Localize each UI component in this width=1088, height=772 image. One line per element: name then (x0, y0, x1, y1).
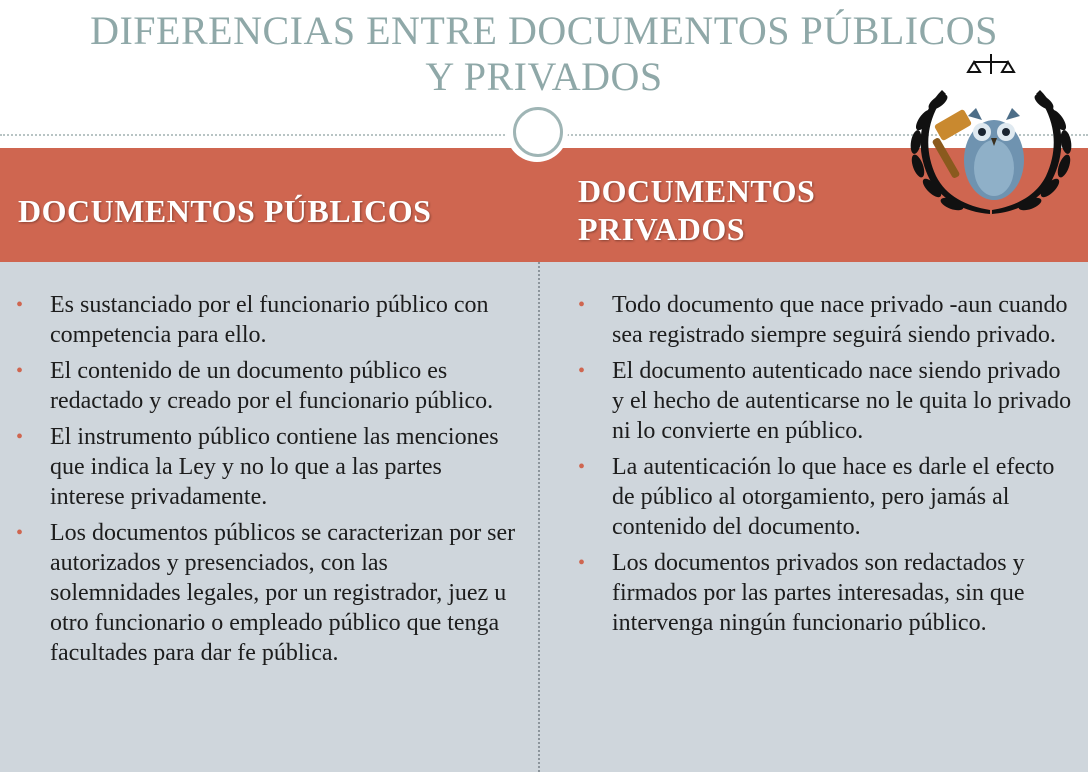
bullet-icon: • (578, 360, 586, 382)
list-item-text: El instrumento público contiene las menciones que indica la Ley y no lo que a las partes interese privadamente. (50, 424, 499, 510)
heading-documentos-publicos: DOCUMENTOS PÚBLICOS (18, 193, 432, 229)
column-divider (538, 262, 540, 772)
list-item (578, 548, 1078, 638)
list-item (578, 290, 1078, 350)
list-item-text: Es sustanciado por el funcionario público con competencia para ello. (50, 292, 489, 348)
list-item (16, 518, 516, 668)
list-item-text: Todo documento que nace privado -aun cuando sea registrado siempre seguirá siendo privado. (612, 292, 1068, 348)
list-item (16, 290, 516, 350)
bullet-icon: • (578, 552, 586, 574)
bullet-icon: • (578, 456, 586, 478)
bullet-icon: • (16, 426, 24, 448)
bullet-icon: • (16, 294, 24, 316)
list-item-text: Los documentos públicos se caracterizan por ser autorizados y presenciados, con las solemnidades legales, por un registrador, juez u otro funcionario o empleado público que tenga facultades para dar fe pública. (50, 520, 516, 666)
bullet-icon: • (578, 294, 586, 316)
list-documentos-publicos (16, 290, 516, 674)
heading-documentos-privados (578, 172, 908, 248)
scales-icon (968, 54, 1014, 74)
bullet-icon: • (16, 360, 24, 382)
list-item (578, 356, 1078, 446)
list-item-text: Los documentos privados son redactados y firmados por las partes interesadas, sin que intervenga ningún funcionario público. (612, 550, 1025, 636)
owl-gavel-scales-laurel-icon (902, 50, 1080, 222)
heading-privados-line2: PRIVADOS (578, 211, 745, 247)
list-item (16, 422, 516, 512)
list-item (16, 356, 516, 416)
page-title-line1: DIFERENCIAS ENTRE DOCUMENTOS PÚBLICOS (90, 8, 998, 53)
list-item-text: El contenido de un documento público es redactado y creado por el funcionario público. (50, 358, 494, 414)
list-documentos-privados (578, 290, 1078, 644)
list-item-text: El documento autenticado nace siendo privado y el hecho de autenticarse no le quita lo privado ni lo convierte en público. (612, 358, 1072, 444)
list-item-text: La autenticación lo que hace es darle el efecto de público al otorgamiento, pero jamás al contenido del documento. (612, 454, 1055, 540)
bullet-icon: • (16, 522, 24, 544)
center-ring-icon (513, 107, 563, 157)
list-item (578, 452, 1078, 542)
owl-icon (964, 108, 1024, 200)
page-title-line2: Y PRIVADOS (425, 54, 663, 99)
heading-privados-line1: DOCUMENTOS (578, 173, 816, 209)
